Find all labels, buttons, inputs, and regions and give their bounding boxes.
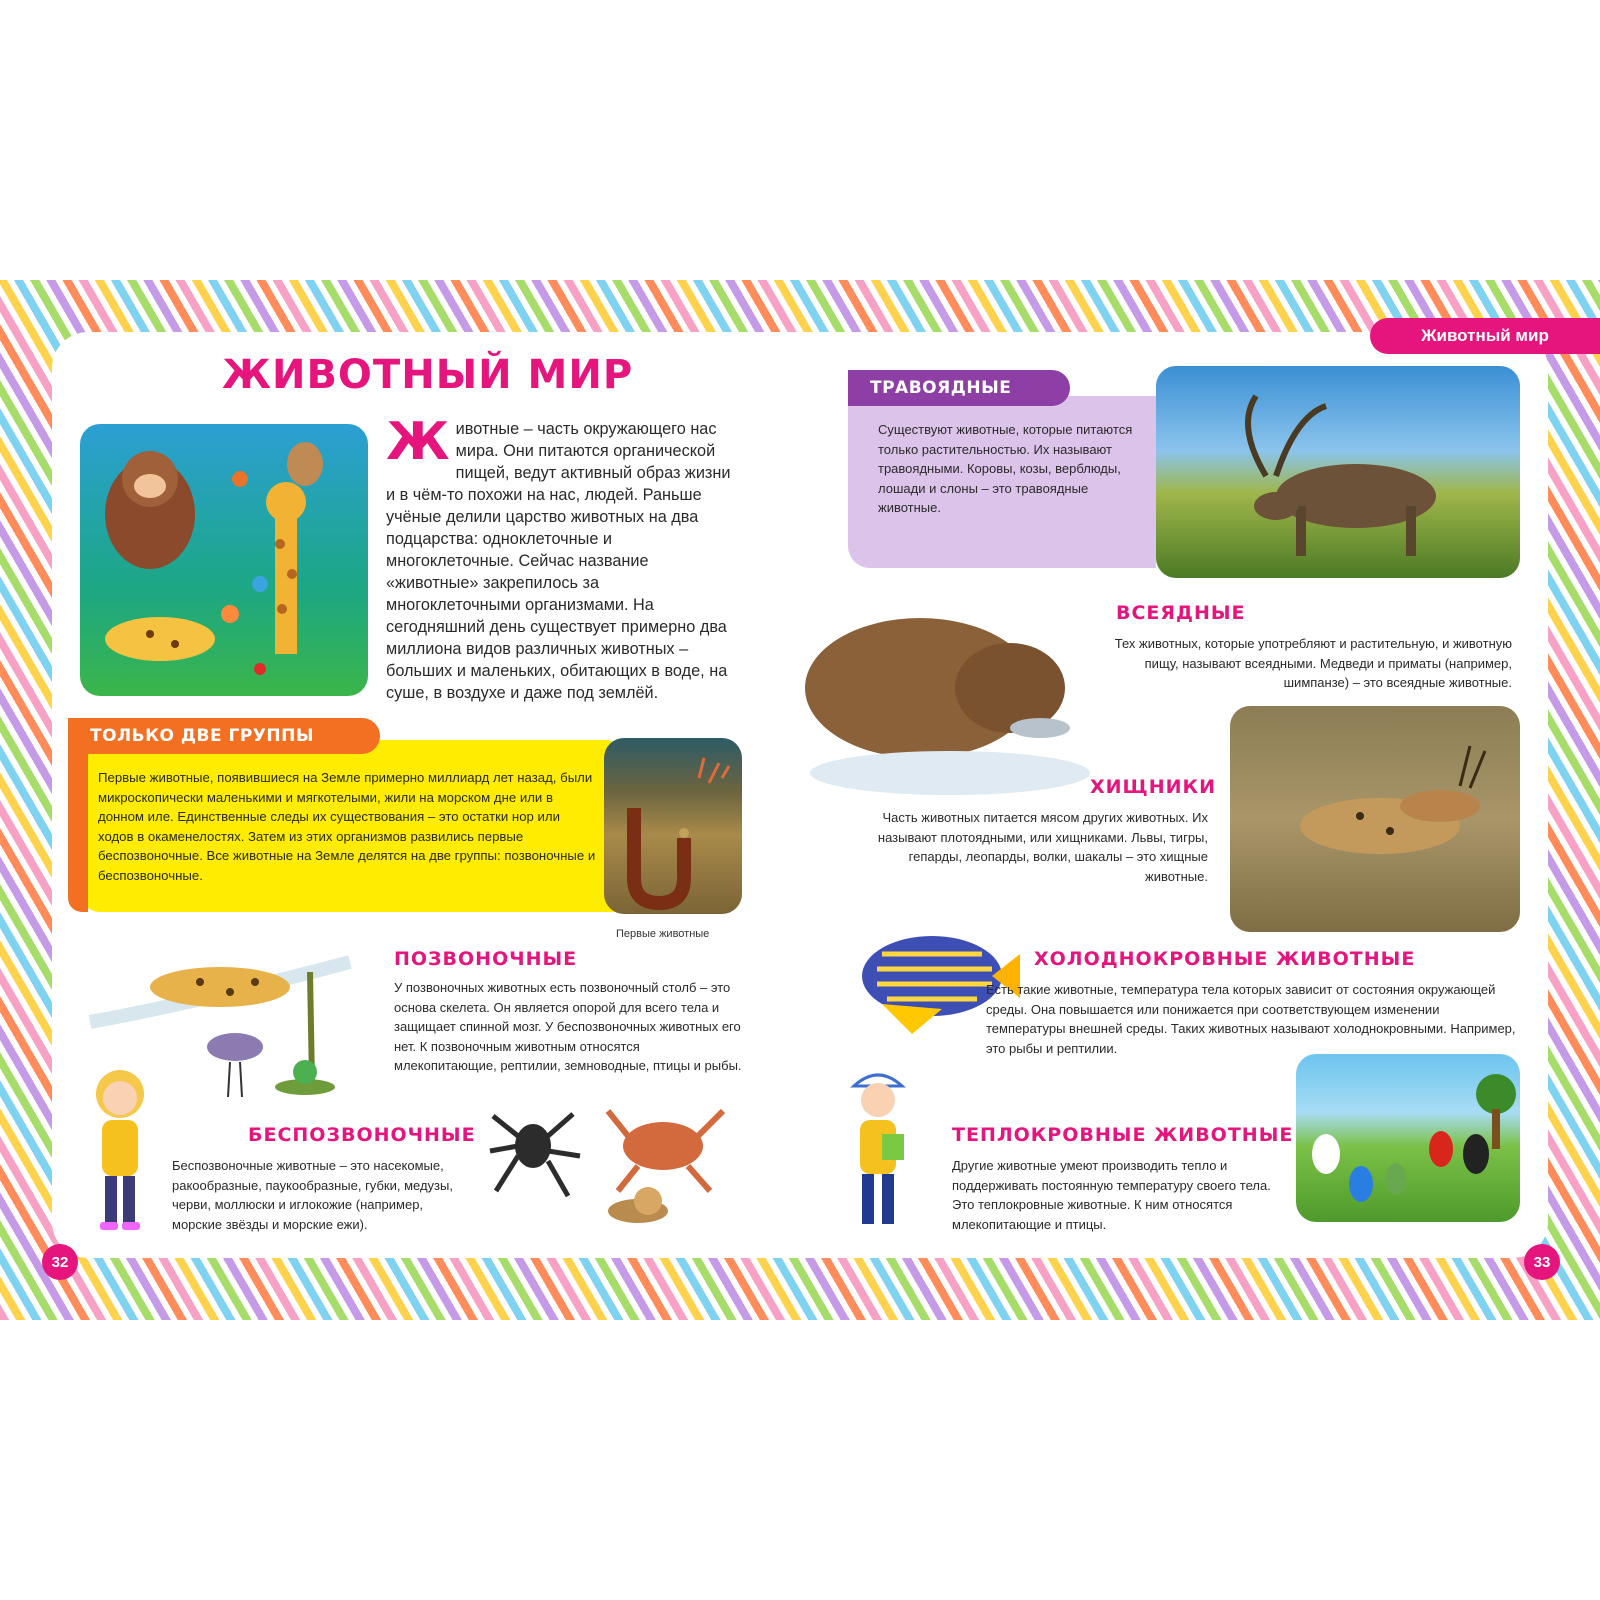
warm-blooded-heading: ТЕПЛОКРОВНЫЕ ЖИВОТНЫЕ [952,1124,1294,1146]
first-animals-caption: Первые животные [616,928,710,940]
invertebrates-heading: БЕСПОЗВОНОЧНЫЕ [248,1124,476,1146]
invertebrates-illustration [488,1096,744,1230]
two-groups-banner: ТОЛЬКО ДВЕ ГРУППЫ [68,718,380,754]
bear-photo [800,578,1100,796]
cold-blooded-heading: ХОЛОДНОКРОВНЫЕ ЖИВОТНЫЕ [1034,948,1416,970]
reindeer-photo [1156,366,1520,578]
section-header-tab: Животный мир [1370,318,1600,354]
invertebrates-text: Беспозвоночные животные – это насекомые, ракообразные, паукообразные, губки, медузы, черви, моллюски и иглокожие (например, морские звёзды и морские ежи). [172,1158,453,1232]
two-groups-box-shadow [68,728,88,912]
intro-text [386,412,736,704]
first-animals-image [604,738,742,914]
predators-heading: ХИЩНИКИ [1090,776,1216,798]
intro-body: ивотные – часть окружающего нас мира. Они питаются органической пищей, ведут активный образ жизни и в чём-то похожи на нас, людей. Раньше учёные делили царство животных на два подцарства: одноклеточные и многоклеточные. Сейчас название «животные» закрепилось за многоклеточными организмами. На сегодняшний день существует примерно два миллиона видов различных животных – больших и маленьких, обитающих в воде, на суше, в воздухе и даже под землёй. [386,420,731,702]
herbivores-banner: ТРАВОЯДНЫЕ [848,370,1070,406]
two-groups-text: Первые животные, появившиеся на Земле примерно миллиард лет назад, были микроскопически маленькими и мягкотелыми, жили на морском дне или в донном иле. Единственные следы их существования – это остатки нор или ходов в окаменелостях. Затем из этих организмов развились первые беспозвоночные. Все животные на Земле делятся на две группы: позвоночные и беспозвоночные. [98,770,596,883]
predators-text: Часть животных питается мясом других животных. Их называют плотоядными, или хищниками. Львы, тигры, гепарды, леопарды, волки, шакалы – это хищные животные. [877,810,1208,884]
herbivores-text: Существуют животные, которые питаются только растительностью. Их называют травоядными. Коровы, козы, верблюды, лошади и слоны – это травоядные животные. [878,422,1133,515]
girl-character-image [80,1062,160,1234]
cartoon-animals-image [80,424,368,696]
cheetah-photo [1230,706,1520,932]
omnivores-heading: ВСЕЯДНЫЕ [1116,602,1246,624]
page-number-left: 32 [42,1244,78,1280]
page-number-right: 33 [1524,1244,1560,1280]
cold-blooded-text: Есть такие животные, температура тела которых зависит от состояния окружающей среды. Она повышается или понижается при соответствующем изменении температуры внешней среды. Таких животных называют холоднокровными. Например, это рыбы и рептилии. [986,982,1516,1056]
vertebrates-heading: ПОЗВОНОЧНЫЕ [394,948,578,970]
warm-blooded-text: Другие животные умеют производить тепло и поддерживать постоянную температуру своего тела. Это теплокровные животные. К ним относятся млекопитающие и птицы. [952,1158,1271,1232]
intro-dropcap: Ж [386,412,450,472]
vertebrates-text: У позвоночных животных есть позвоночный столб – это основа скелета. Он является опорой для всего тела и защищает спинной мозг. У беспозвоночных животных его нет. К позвоночным животным относятся млекопитающие, рептилии, земноводные, птицы и рыбы. [394,980,742,1073]
omnivores-text: Тех животных, которые употребляют и растительную, и животную пищу, называют всеядными. Медведи и приматы (например, шимпанзе) – это всеядные животные. [1114,636,1512,690]
page-title: ЖИВОТНЫЙ МИР [222,352,634,398]
cartoon-birds-image [1296,1054,1520,1222]
boy-character-image [840,1064,916,1236]
